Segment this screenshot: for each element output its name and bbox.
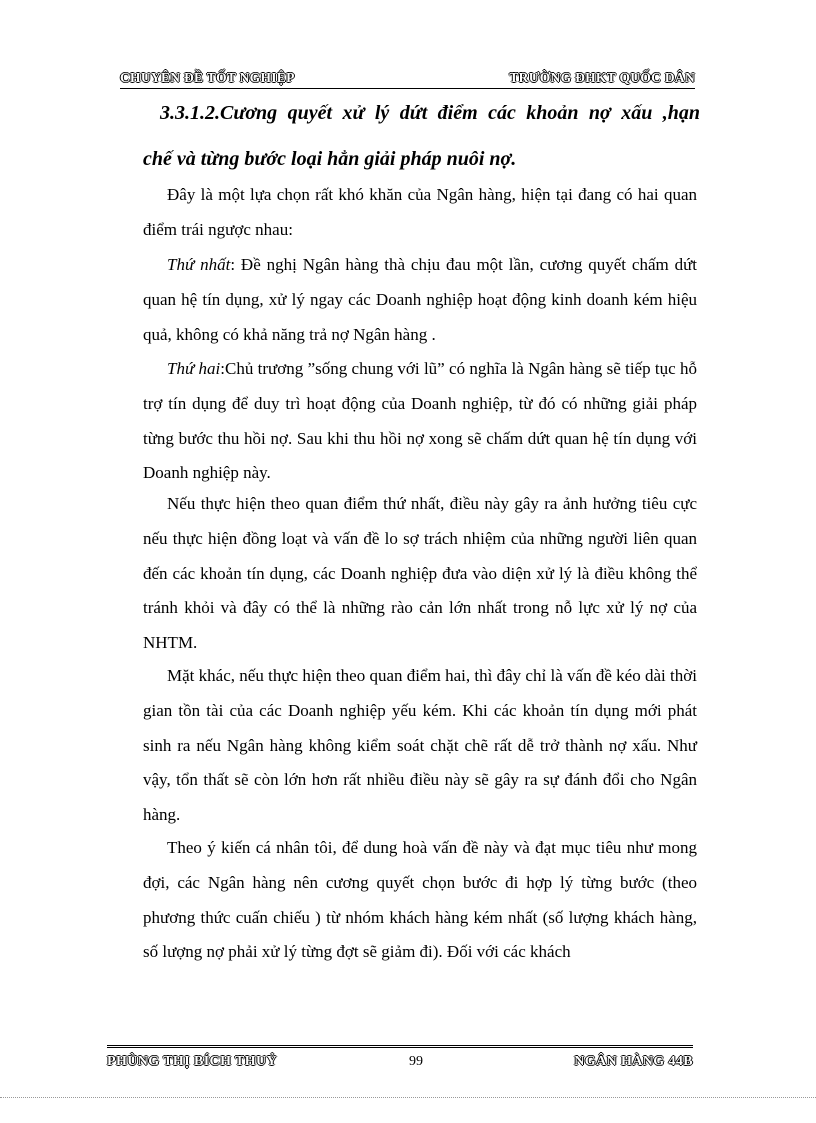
paragraph-3	[143, 352, 697, 491]
footer-author: PHÙNG THỊ BÍCH THUỶ	[107, 1054, 278, 1069]
paragraph-6-text: Theo ý kiến cá nhân tôi, để dung hoà vấn đề này và đạt mục tiêu như mong đợi, các Ngân hàng nên cương quyết chọn bước đi hợp lý từng bước (theo phương thức cuấn chiếu ) từ nhóm khách hàng kém nhất (số lượng khách hàng, số lượng nợ phải xử lý từng đợt sẽ giảm đi). Đối với các khách	[143, 838, 697, 962]
page-footer	[107, 1045, 693, 1072]
header-left-text: CHUYÊN ĐỀ TỐT NGHIỆP	[120, 70, 295, 85]
page-number: 99	[409, 1054, 423, 1069]
paragraph-3-label: Thứ hai	[167, 359, 221, 378]
paragraph-2	[143, 248, 697, 352]
footer-class: NGÂN HÀNG 44B	[574, 1054, 693, 1069]
page-break-line	[0, 1097, 816, 1098]
header-right-text: TRƯỜNG ĐHKT QUỐC DÂN	[509, 70, 695, 85]
paragraph-2-label: Thứ nhất	[167, 255, 231, 274]
paragraph-2-text: : Đề nghị Ngân hàng thà chịu đau một lần, cương quyết chấm dứt quan hệ tín dụng, xử lý ngay các Doanh nghiệp hoạt động kinh doanh kém hiệu quả, không có khả năng trả nợ Ngân hàng .	[143, 255, 698, 344]
paragraph-1-text: Đây là một lựa chọn rất khó khăn của Ngân hàng, hiện tại đang có hai quan điểm trái ngược nhau:	[143, 185, 697, 239]
page-header	[120, 66, 695, 89]
paragraph-4	[143, 487, 697, 661]
paragraph-5-text: Mặt khác, nếu thực hiện theo quan điểm hai, thì đây chỉ là vấn đề kéo dài thời gian tồn tài của các Doanh nghiệp yếu kém. Khi các khoản tín dụng mới phát sinh ra nếu Ngân hàng không kiểm soát chặt chẽ rất dễ trở thành nợ xấu. Như vậy, tổn thất sẽ còn lớn hơn rất nhiều điều này sẽ gây ra sự đánh đổi cho Ngân hàng.	[143, 666, 697, 825]
paragraph-3-text: :Chủ trương ”sống chung với lũ” có nghĩa là Ngân hàng sẽ tiếp tục hỗ trợ tín dụng để duy trì hoạt động của Doanh nghiệp, từ đó có những giải pháp từng bước thu hồi nợ. Sau khi thu hồi nợ xong sẽ chấm dứt quan hệ tín dụng với Doanh nghiệp này.	[143, 359, 697, 483]
paragraph-1	[143, 178, 697, 248]
section-heading-line-1: 3.3.1.2.Cương quyết xử lý dứt điểm các khoản nợ xấu ,hạn	[160, 102, 700, 124]
paragraph-6	[143, 831, 697, 970]
paragraph-4-text: Nếu thực hiện theo quan điểm thứ nhất, điều này gây ra ảnh hưởng tiêu cực nếu thực hiện đồng loạt và vấn đề lo sợ trách nhiệm của những người liên quan đến các khoản tín dụng, các Doanh nghiệp đưa vào diện xử lý là điều không thể tránh khỏi và đây có thể là những rào cản lớn nhất trong nỗ lực xử lý nợ của NHTM.	[143, 494, 697, 653]
paragraph-5	[143, 659, 697, 833]
section-heading-line-2: chế và từng bước loại hẳn giải pháp nuôi nợ.	[143, 148, 517, 170]
